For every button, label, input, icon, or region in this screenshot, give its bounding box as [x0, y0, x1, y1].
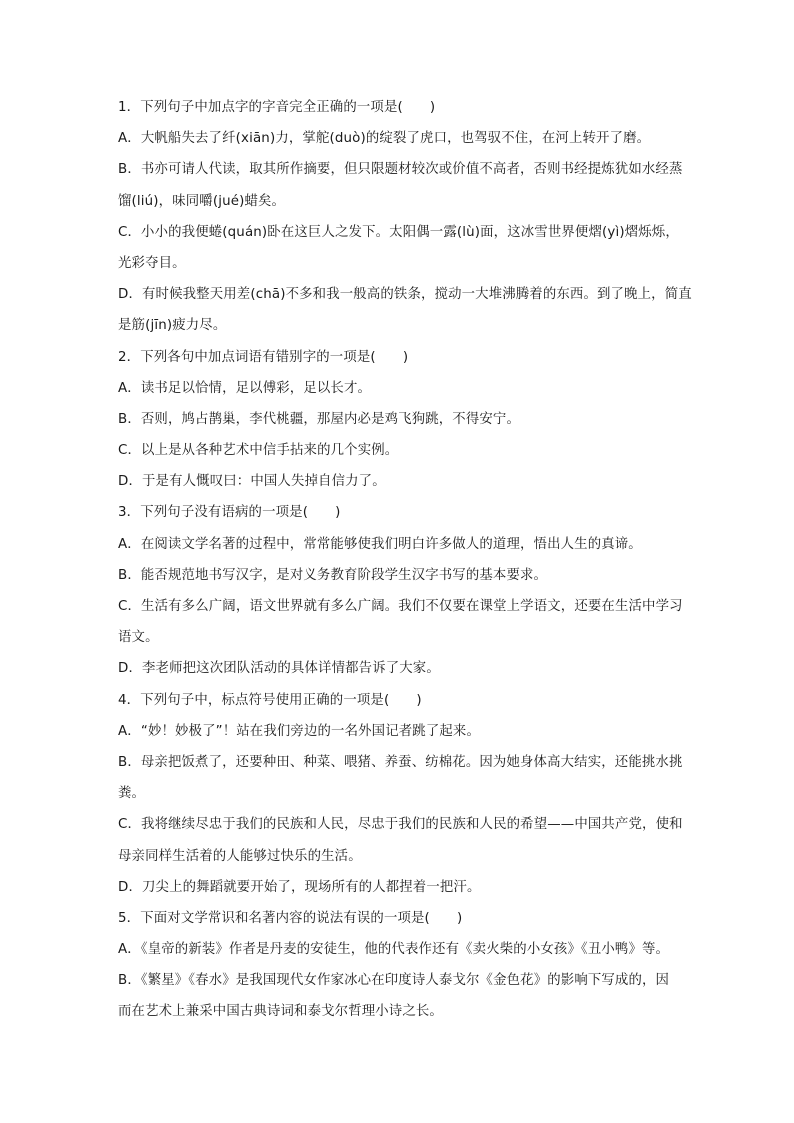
question-4-option-c-cont: 母亲同样生活着的人能够过快乐的生活。 — [118, 848, 362, 864]
question-3-stem: 3．下列句子没有语病的一项是( ) — [118, 505, 341, 521]
question-5-option-b-cont: 而在艺术上兼采中国古典诗词和泰戈尔哲理小诗之长。 — [118, 1004, 443, 1020]
question-1-option-d-cont: 是筋(jīn)疲力尽。 — [118, 318, 227, 334]
question-2-option-d: D．于是有人慨叹曰：中国人失掉自信力了。 — [118, 474, 386, 490]
question-2-option-a: A．读书足以恰情，足以傅彩，足以长才。 — [118, 380, 372, 396]
question-4-option-d: D．刀尖上的舞蹈就要开始了，现场所有的人都捏着一把汗。 — [118, 879, 481, 895]
question-4-option-b: B．母亲把饭煮了，还要种田、种菜、喂猪、养蚕、纺棉花。因为她身体高大结实，还能挑水挑 — [118, 754, 683, 770]
question-3-option-d: D．李老师把这次团队活动的具体详情都告诉了大家。 — [118, 661, 440, 677]
question-1-option-a: A．大帆船失去了纤(xiān)力，掌舵(duò)的绽裂了虎口，也驾驭不住，在河上转开了磨。 — [118, 131, 651, 147]
question-4-option-a: A．“妙！妙极了”！站在我们旁边的一名外国记者跳了起来。 — [118, 723, 480, 739]
question-1-option-d: D．有时候我整天用差(chā)不多和我一般高的铁条，搅动一大堆沸腾着的东西。到了晚上，简直 — [118, 287, 692, 303]
question-3-option-a: A．在阅读文学名著的过程中，常常能够使我们明白许多做人的道理，悟出人生的真谛。 — [118, 536, 642, 552]
question-5-option-a: A．《皇帝的新装》作者是丹麦的安徒生，他的代表作还有《卖火柴的小女孩》《丑小鸭》等。 — [118, 942, 670, 958]
question-4-option-c: C．我将继续尽忠于我们的民族和人民，尽忠于我们的民族和人民的希望——中国共产党，使和 — [118, 817, 683, 833]
document-body — [118, 92, 714, 1028]
question-2-option-c: C．以上是从各种艺术中信手拈来的几个实例。 — [118, 443, 399, 459]
question-3-option-b: B．能否规范地书写汉字，是对义务教育阶段学生汉字书写的基本要求。 — [118, 567, 548, 583]
question-3-option-c-cont: 语文。 — [118, 630, 159, 646]
question-2-option-b: B．否则，鸠占鹊巢，李代桃疆，那屋内必是鸡飞狗跳，不得安宁。 — [118, 411, 521, 427]
question-1-stem: 1．下列句子中加点字的字音完全正确的一项是( ) — [118, 100, 436, 115]
question-1-option-c: C．小小的我便蜷(quán)卧在这巨人之发下。太阳偶一露(lù)面，这冰雪世界便熠(yì)熠烁烁， — [118, 224, 679, 240]
question-5-stem: 5．下面对文学常识和名著内容的说法有误的一项是( ) — [118, 910, 463, 926]
question-5-option-b: B．《繁星》《春水》是我国现代女作家冰心在印度诗人泰戈尔《金色花》的影响下写成的，因 — [118, 973, 670, 989]
question-2-stem: 2．下列各句中加点词语有错别字的一项是( ) — [118, 349, 409, 365]
question-1-option-c-cont: 光彩夺目。 — [118, 255, 186, 271]
question-1-option-b: B．书亦可请人代读，取其所作摘要，但只限题材较次或价值不高者，否则书经提炼犹如水经蒸 — [118, 162, 683, 178]
question-4-option-b-cont: 粪。 — [118, 786, 146, 802]
question-4-stem: 4．下列句子中，标点符号使用正确的一项是( ) — [118, 692, 422, 708]
question-1-option-b-cont: 馏(liú)，味同嚼(jué)蜡矣。 — [118, 193, 286, 209]
question-3-option-c: C．生活有多么广阔，语文世界就有多么广阔。我们不仅要在课堂上学语文，还要在生活中学习 — [118, 599, 683, 614]
